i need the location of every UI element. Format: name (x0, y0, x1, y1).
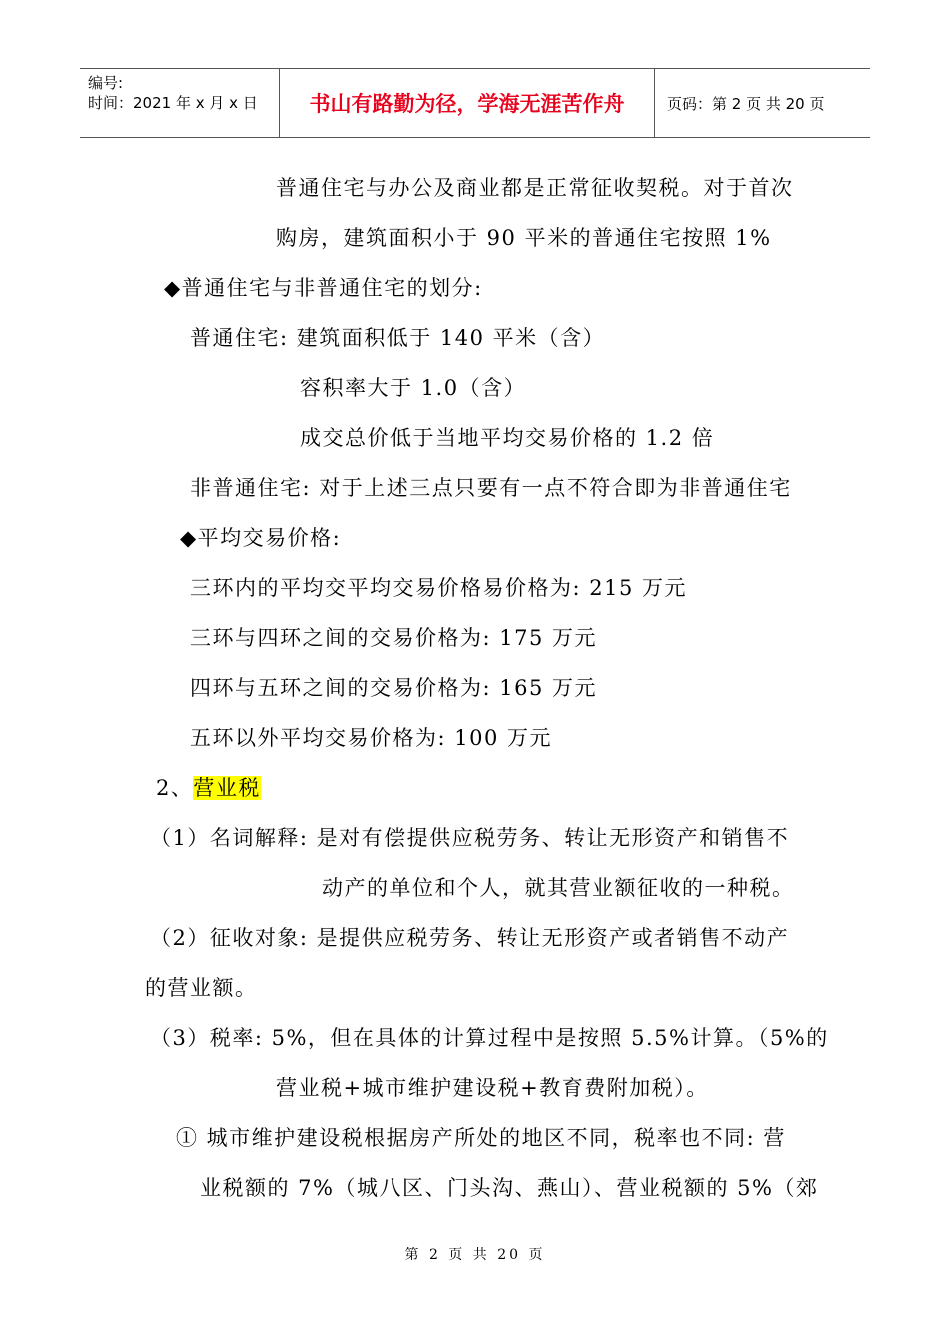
text-line: 三环与四环之间的交易价格为: 175 万元 (190, 626, 598, 650)
text-line: 普通住宅: 建筑面积低于 140 平米（含） (190, 326, 606, 350)
text-line: 动产的单位和个人，就其营业额征收的一种税。 (322, 876, 795, 900)
text-line: （2）征收对象: 是提供应税劳务、转让无形资产或者销售不动产 (150, 926, 790, 950)
text-line: 业税额的 7%（城八区、门头沟、燕山）、营业税额的 5%（郊 (200, 1176, 819, 1200)
text-line: 营业税+城市维护建设税+教育费附加税）。 (276, 1076, 709, 1100)
text-line: （1）名词解释: 是对有偿提供应税劳务、转让无形资产和销售不 (150, 826, 790, 850)
highlighted-term: 营业税 (193, 776, 261, 800)
text-line: 三环内的平均交平均交易价格易价格为: 215 万元 (190, 576, 688, 600)
page-header (80, 68, 870, 138)
text-line: 的营业额。 (145, 976, 258, 1000)
text-line: 非普通住宅: 对于上述三点只要有一点不符合即为非普通住宅 (190, 476, 792, 500)
header-motto: 书山有路勤为径，学海无涯苦作舟 (280, 69, 655, 137)
section-heading (156, 772, 261, 802)
page-footer: 第 2 页 共 20 页 (404, 1247, 546, 1263)
header-page-info: 页码：第 2 页 共 20 页 (667, 94, 825, 113)
number-label: 编号: (88, 74, 124, 92)
text-line: （3）税率: 5%，但在具体的计算过程中是按照 5.5%计算。（5%的 (150, 1026, 829, 1050)
bullet-heading-classification: ◆普通住宅与非普通住宅的划分: (164, 276, 483, 300)
text-line: 普通住宅与办公及商业都是正常征收契税。对于首次 (276, 176, 794, 200)
text-line: 购房，建筑面积小于 90 平米的普通住宅按照 1% (276, 226, 772, 250)
text-line: 四环与五环之间的交易价格为: 165 万元 (190, 676, 598, 700)
text-line: 成交总价低于当地平均交易价格的 1.2 倍 (300, 426, 715, 450)
text-line: 五环以外平均交易价格为: 100 万元 (190, 726, 553, 750)
section-number: 2、 (156, 776, 194, 800)
time-label: 时间：2021 年 x 月 x 日 (88, 94, 258, 112)
text-line: 容积率大于 1.0（含） (300, 376, 527, 400)
text-line: ① 城市维护建设税根据房产所处的地区不同，税率也不同: 营 (176, 1126, 786, 1150)
bullet-heading-average-price: ◆平均交易价格: (180, 526, 342, 550)
header-meta (80, 69, 280, 137)
